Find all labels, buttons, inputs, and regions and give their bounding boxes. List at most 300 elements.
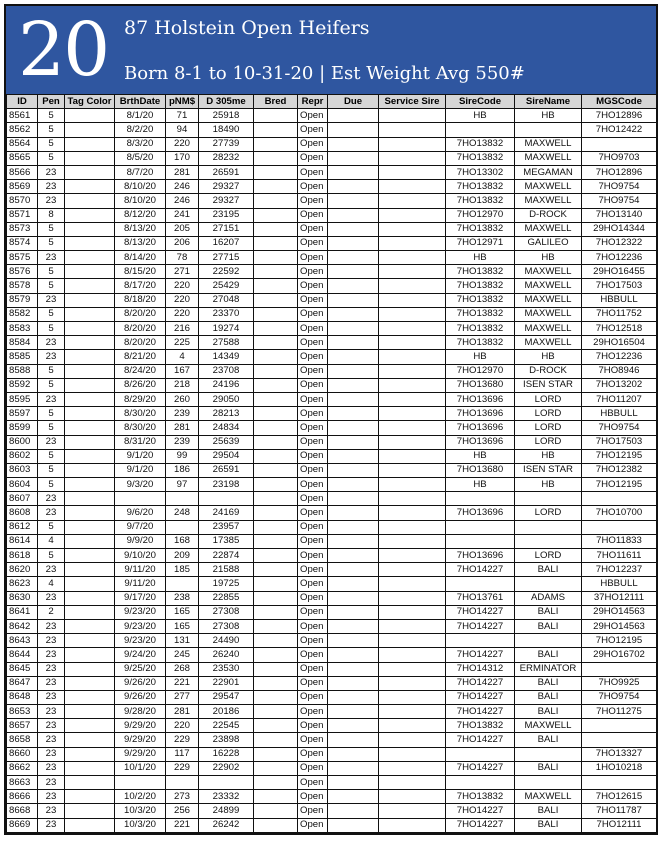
- cell-mgscode: 7HO11611: [582, 549, 657, 563]
- cell-service-sire: [379, 534, 446, 548]
- cell-id: 8576: [7, 265, 38, 279]
- cell-sirename: MAXWELL: [515, 151, 582, 165]
- cell-bred: [254, 449, 298, 463]
- cell-id: 8599: [7, 421, 38, 435]
- cell-sirename: MAXWELL: [515, 137, 582, 151]
- cell-bred: [254, 804, 298, 818]
- cell-tag-color: [65, 790, 115, 804]
- cell-bred: [254, 421, 298, 435]
- cell-due: [328, 378, 379, 392]
- table-row: [7, 279, 657, 293]
- cell-repr: Open: [298, 421, 328, 435]
- cell-sirename: BALI: [515, 690, 582, 704]
- cell-tag-color: [65, 733, 115, 747]
- cell-due: [328, 634, 379, 648]
- cell-due: [328, 265, 379, 279]
- cell-brthdate: 9/29/20: [115, 733, 166, 747]
- cell-tag-color: [65, 194, 115, 208]
- cell-due: [328, 577, 379, 591]
- cell-d-305me: 29050: [199, 392, 254, 406]
- cell-d-305me: 24490: [199, 634, 254, 648]
- cell-tag-color: [65, 761, 115, 775]
- cell-bred: [254, 180, 298, 194]
- cell-pen: 5: [38, 407, 65, 421]
- cell-id: 8641: [7, 605, 38, 619]
- cell-sirename: HB: [515, 478, 582, 492]
- cell-bred: [254, 478, 298, 492]
- cell-id: 8571: [7, 208, 38, 222]
- cell-pen: 5: [38, 151, 65, 165]
- cell-pnm: 165: [166, 605, 199, 619]
- cell-sirecode: 7HO14227: [446, 690, 515, 704]
- cell-bred: [254, 563, 298, 577]
- cell-brthdate: 8/12/20: [115, 208, 166, 222]
- cell-bred: [254, 109, 298, 123]
- cell-service-sire: [379, 591, 446, 605]
- cell-due: [328, 435, 379, 449]
- cell-due: [328, 165, 379, 179]
- cell-bred: [254, 151, 298, 165]
- cell-pen: 23: [38, 492, 65, 506]
- cell-pnm: 220: [166, 719, 199, 733]
- cell-pen: 23: [38, 733, 65, 747]
- lot-number: 20: [18, 7, 109, 93]
- lot-subtitle: Born 8-1 to 10-31-20 | Est Weight Avg 550#: [124, 63, 525, 84]
- cell-due: [328, 619, 379, 633]
- cell-mgscode: HBBULL: [582, 407, 657, 421]
- cell-d-305me: 23898: [199, 733, 254, 747]
- cell-brthdate: [115, 776, 166, 790]
- cell-sirecode: 7HO14227: [446, 676, 515, 690]
- cell-pnm: 220: [166, 137, 199, 151]
- cell-brthdate: 9/29/20: [115, 747, 166, 761]
- cell-d-305me: 21588: [199, 563, 254, 577]
- table-row: [7, 165, 657, 179]
- cell-due: [328, 137, 379, 151]
- table-row: [7, 350, 657, 364]
- table-row: [7, 563, 657, 577]
- column-header-d-305me: D 305me: [199, 95, 254, 109]
- cell-bred: [254, 364, 298, 378]
- cell-id: 8645: [7, 662, 38, 676]
- table-row: [7, 534, 657, 548]
- table-row: [7, 449, 657, 463]
- cell-bred: [254, 279, 298, 293]
- table-row: [7, 293, 657, 307]
- cell-pnm: 4: [166, 350, 199, 364]
- cell-pnm: 221: [166, 818, 199, 832]
- cell-repr: Open: [298, 591, 328, 605]
- table-row: [7, 364, 657, 378]
- cell-tag-color: [65, 804, 115, 818]
- cell-mgscode: 7HO9925: [582, 676, 657, 690]
- cell-repr: Open: [298, 463, 328, 477]
- cell-sirename: BALI: [515, 804, 582, 818]
- cell-service-sire: [379, 180, 446, 194]
- cell-service-sire: [379, 761, 446, 775]
- cell-d-305me: 28232: [199, 151, 254, 165]
- cell-service-sire: [379, 322, 446, 336]
- cell-id: 8592: [7, 378, 38, 392]
- cell-sirecode: 7HO13832: [446, 137, 515, 151]
- table-row: [7, 265, 657, 279]
- cell-pen: 23: [38, 619, 65, 633]
- cell-id: 8603: [7, 463, 38, 477]
- cell-due: [328, 364, 379, 378]
- cell-repr: Open: [298, 676, 328, 690]
- cell-d-305me: 27308: [199, 619, 254, 633]
- cell-due: [328, 790, 379, 804]
- cell-mgscode: 7HO9754: [582, 421, 657, 435]
- cell-due: [328, 690, 379, 704]
- cell-sirecode: 7HO13696: [446, 435, 515, 449]
- cell-service-sire: [379, 463, 446, 477]
- cell-sirecode: 7HO14227: [446, 818, 515, 832]
- cell-id: 8668: [7, 804, 38, 818]
- cell-due: [328, 293, 379, 307]
- cell-pen: 4: [38, 577, 65, 591]
- table-row: [7, 435, 657, 449]
- cell-sirecode: 7HO14227: [446, 648, 515, 662]
- cell-repr: Open: [298, 733, 328, 747]
- cell-pen: 23: [38, 690, 65, 704]
- cell-id: 8666: [7, 790, 38, 804]
- cell-service-sire: [379, 676, 446, 690]
- cell-due: [328, 350, 379, 364]
- cell-sirecode: 7HO13832: [446, 151, 515, 165]
- cell-d-305me: 28213: [199, 407, 254, 421]
- cell-sirename: MAXWELL: [515, 194, 582, 208]
- cell-d-305me: 16207: [199, 236, 254, 250]
- cell-brthdate: 9/25/20: [115, 662, 166, 676]
- table-row: [7, 180, 657, 194]
- cell-pnm: 220: [166, 293, 199, 307]
- banner: [6, 6, 656, 94]
- cell-pnm: 94: [166, 123, 199, 137]
- cell-pnm: 97: [166, 478, 199, 492]
- cell-brthdate: 8/1/20: [115, 109, 166, 123]
- cell-sirecode: 7HO13696: [446, 421, 515, 435]
- cell-bred: [254, 534, 298, 548]
- table-row: [7, 719, 657, 733]
- cell-mgscode: [582, 520, 657, 534]
- cell-mgscode: 7HO12518: [582, 322, 657, 336]
- cell-id: 8663: [7, 776, 38, 790]
- column-header-sirecode: SireCode: [446, 95, 515, 109]
- cell-sirecode: 7HO12971: [446, 236, 515, 250]
- cell-id: 8669: [7, 818, 38, 832]
- cell-mgscode: 7HO12195: [582, 634, 657, 648]
- cell-id: 8643: [7, 634, 38, 648]
- table-row: [7, 804, 657, 818]
- cell-brthdate: 8/30/20: [115, 407, 166, 421]
- cell-bred: [254, 463, 298, 477]
- cell-bred: [254, 350, 298, 364]
- cell-tag-color: [65, 776, 115, 790]
- table-row: [7, 690, 657, 704]
- table-body: [7, 109, 657, 833]
- cell-repr: Open: [298, 719, 328, 733]
- cell-sirecode: 7HO13680: [446, 463, 515, 477]
- cell-pen: 5: [38, 123, 65, 137]
- cell-mgscode: 7HO12111: [582, 818, 657, 832]
- cell-mgscode: [582, 137, 657, 151]
- cell-mgscode: 7HO17503: [582, 279, 657, 293]
- cell-id: 8623: [7, 577, 38, 591]
- cell-pen: 23: [38, 563, 65, 577]
- cell-service-sire: [379, 151, 446, 165]
- cell-brthdate: 9/1/20: [115, 449, 166, 463]
- cell-service-sire: [379, 634, 446, 648]
- cell-mgscode: 29HO16504: [582, 336, 657, 350]
- cell-pen: 23: [38, 591, 65, 605]
- cell-service-sire: [379, 449, 446, 463]
- cell-service-sire: [379, 478, 446, 492]
- cell-sirename: BALI: [515, 818, 582, 832]
- cell-bred: [254, 733, 298, 747]
- cell-d-305me: 25639: [199, 435, 254, 449]
- cell-bred: [254, 293, 298, 307]
- cell-id: 8618: [7, 549, 38, 563]
- cell-sirename: LORD: [515, 549, 582, 563]
- cell-due: [328, 208, 379, 222]
- cell-mgscode: 7HO9754: [582, 194, 657, 208]
- cell-pen: 5: [38, 463, 65, 477]
- cell-pnm: 245: [166, 648, 199, 662]
- cell-due: [328, 222, 379, 236]
- cell-id: 8600: [7, 435, 38, 449]
- cell-mgscode: 7HO17503: [582, 435, 657, 449]
- table-row: [7, 307, 657, 321]
- cell-pnm: 185: [166, 563, 199, 577]
- cell-repr: Open: [298, 520, 328, 534]
- cell-pnm: 78: [166, 251, 199, 265]
- cell-bred: [254, 251, 298, 265]
- cell-pnm: 281: [166, 421, 199, 435]
- cell-pen: 23: [38, 818, 65, 832]
- cell-pnm: 239: [166, 435, 199, 449]
- table-row: [7, 790, 657, 804]
- cell-service-sire: [379, 662, 446, 676]
- cell-tag-color: [65, 435, 115, 449]
- cell-brthdate: 9/23/20: [115, 634, 166, 648]
- cell-mgscode: 7HO11207: [582, 392, 657, 406]
- cell-pnm: 241: [166, 208, 199, 222]
- cell-id: 8561: [7, 109, 38, 123]
- lot-title: 87 Holstein Open Heifers: [124, 17, 370, 39]
- cell-sirecode: 7HO13696: [446, 407, 515, 421]
- cell-repr: Open: [298, 435, 328, 449]
- cell-due: [328, 251, 379, 265]
- cell-d-305me: 24834: [199, 421, 254, 435]
- cell-id: 8612: [7, 520, 38, 534]
- cell-bred: [254, 662, 298, 676]
- cell-repr: Open: [298, 151, 328, 165]
- cell-service-sire: [379, 705, 446, 719]
- table-row: [7, 421, 657, 435]
- cell-pnm: [166, 776, 199, 790]
- cell-repr: Open: [298, 818, 328, 832]
- cell-repr: Open: [298, 194, 328, 208]
- cell-brthdate: [115, 492, 166, 506]
- cell-tag-color: [65, 236, 115, 250]
- cell-brthdate: 8/29/20: [115, 392, 166, 406]
- cell-mgscode: HBBULL: [582, 293, 657, 307]
- cell-due: [328, 761, 379, 775]
- cell-service-sire: [379, 137, 446, 151]
- cell-mgscode: 7HO12195: [582, 449, 657, 463]
- cell-repr: Open: [298, 293, 328, 307]
- cell-tag-color: [65, 208, 115, 222]
- cell-pen: 5: [38, 378, 65, 392]
- cell-pen: 2: [38, 605, 65, 619]
- cell-d-305me: 27151: [199, 222, 254, 236]
- cell-repr: Open: [298, 662, 328, 676]
- cell-service-sire: [379, 605, 446, 619]
- cell-sirename: BALI: [515, 563, 582, 577]
- cell-pnm: 221: [166, 676, 199, 690]
- cell-due: [328, 478, 379, 492]
- cell-sirecode: 7HO13761: [446, 591, 515, 605]
- cell-mgscode: 29HO16702: [582, 648, 657, 662]
- cell-pnm: 168: [166, 534, 199, 548]
- cell-brthdate: 8/10/20: [115, 180, 166, 194]
- table-row: [7, 222, 657, 236]
- cell-sirename: [515, 776, 582, 790]
- cell-tag-color: [65, 577, 115, 591]
- table-header: [7, 95, 657, 109]
- cell-repr: Open: [298, 563, 328, 577]
- cell-service-sire: [379, 350, 446, 364]
- cell-service-sire: [379, 208, 446, 222]
- cell-tag-color: [65, 534, 115, 548]
- cell-d-305me: 23198: [199, 478, 254, 492]
- cell-bred: [254, 605, 298, 619]
- table-row: [7, 776, 657, 790]
- cell-id: 8562: [7, 123, 38, 137]
- cell-tag-color: [65, 506, 115, 520]
- cell-d-305me: 23708: [199, 364, 254, 378]
- cell-id: 8595: [7, 392, 38, 406]
- cell-d-305me: 29327: [199, 194, 254, 208]
- cell-mgscode: 29HO14563: [582, 619, 657, 633]
- cell-id: 8662: [7, 761, 38, 775]
- cell-sirename: LORD: [515, 421, 582, 435]
- cell-sirename: ISEN STAR: [515, 463, 582, 477]
- cell-pen: 23: [38, 293, 65, 307]
- table-row: [7, 577, 657, 591]
- cell-brthdate: 9/3/20: [115, 478, 166, 492]
- cell-service-sire: [379, 222, 446, 236]
- cell-repr: Open: [298, 747, 328, 761]
- cell-repr: Open: [298, 279, 328, 293]
- cell-sirecode: 7HO14227: [446, 563, 515, 577]
- cell-pnm: 216: [166, 322, 199, 336]
- cell-service-sire: [379, 307, 446, 321]
- cell-d-305me: 19274: [199, 322, 254, 336]
- cell-pnm: [166, 492, 199, 506]
- cell-brthdate: 8/20/20: [115, 307, 166, 321]
- cell-sirecode: 7HO13832: [446, 719, 515, 733]
- cell-brthdate: 8/20/20: [115, 336, 166, 350]
- cell-id: 8642: [7, 619, 38, 633]
- cell-pnm: [166, 520, 199, 534]
- cell-sirename: MAXWELL: [515, 790, 582, 804]
- cell-sirename: MAXWELL: [515, 307, 582, 321]
- cell-bred: [254, 194, 298, 208]
- cell-due: [328, 591, 379, 605]
- cell-d-305me: 26591: [199, 463, 254, 477]
- cell-service-sire: [379, 648, 446, 662]
- cell-id: 8569: [7, 180, 38, 194]
- cell-due: [328, 322, 379, 336]
- cell-mgscode: 7HO12236: [582, 251, 657, 265]
- cell-tag-color: [65, 421, 115, 435]
- cell-sirecode: HB: [446, 478, 515, 492]
- cell-repr: Open: [298, 790, 328, 804]
- cell-id: 8647: [7, 676, 38, 690]
- cell-brthdate: 8/14/20: [115, 251, 166, 265]
- cell-mgscode: 7HO11752: [582, 307, 657, 321]
- cell-d-305me: [199, 776, 254, 790]
- cell-brthdate: 9/24/20: [115, 648, 166, 662]
- cell-sirecode: 7HO14227: [446, 761, 515, 775]
- cell-id: 8620: [7, 563, 38, 577]
- table-row: [7, 407, 657, 421]
- cell-bred: [254, 719, 298, 733]
- cell-repr: Open: [298, 534, 328, 548]
- cell-sirename: [515, 634, 582, 648]
- cell-repr: Open: [298, 222, 328, 236]
- cell-pen: 23: [38, 392, 65, 406]
- cell-repr: Open: [298, 478, 328, 492]
- cell-due: [328, 719, 379, 733]
- cell-bred: [254, 591, 298, 605]
- cell-pen: 23: [38, 662, 65, 676]
- cell-service-sire: [379, 293, 446, 307]
- cell-repr: Open: [298, 364, 328, 378]
- cell-bred: [254, 790, 298, 804]
- cell-service-sire: [379, 790, 446, 804]
- cell-id: 8584: [7, 336, 38, 350]
- cell-service-sire: [379, 804, 446, 818]
- cell-sirecode: [446, 123, 515, 137]
- cell-pen: 5: [38, 222, 65, 236]
- cell-sirename: [515, 492, 582, 506]
- cell-brthdate: 8/10/20: [115, 194, 166, 208]
- cell-bred: [254, 336, 298, 350]
- cell-due: [328, 818, 379, 832]
- cell-brthdate: 8/7/20: [115, 165, 166, 179]
- cell-pen: 5: [38, 520, 65, 534]
- cell-brthdate: 9/9/20: [115, 534, 166, 548]
- cell-repr: Open: [298, 761, 328, 775]
- cell-sirecode: 7HO13832: [446, 336, 515, 350]
- cell-pen: 5: [38, 364, 65, 378]
- cell-mgscode: [582, 719, 657, 733]
- cell-pen: 5: [38, 137, 65, 151]
- cell-sirecode: 7HO13680: [446, 378, 515, 392]
- cell-tag-color: [65, 478, 115, 492]
- cell-tag-color: [65, 364, 115, 378]
- cell-brthdate: 8/30/20: [115, 421, 166, 435]
- cell-sirename: HB: [515, 251, 582, 265]
- cell-pen: 5: [38, 449, 65, 463]
- cell-tag-color: [65, 251, 115, 265]
- cell-repr: Open: [298, 392, 328, 406]
- cell-sirecode: [446, 577, 515, 591]
- cell-pen: 5: [38, 109, 65, 123]
